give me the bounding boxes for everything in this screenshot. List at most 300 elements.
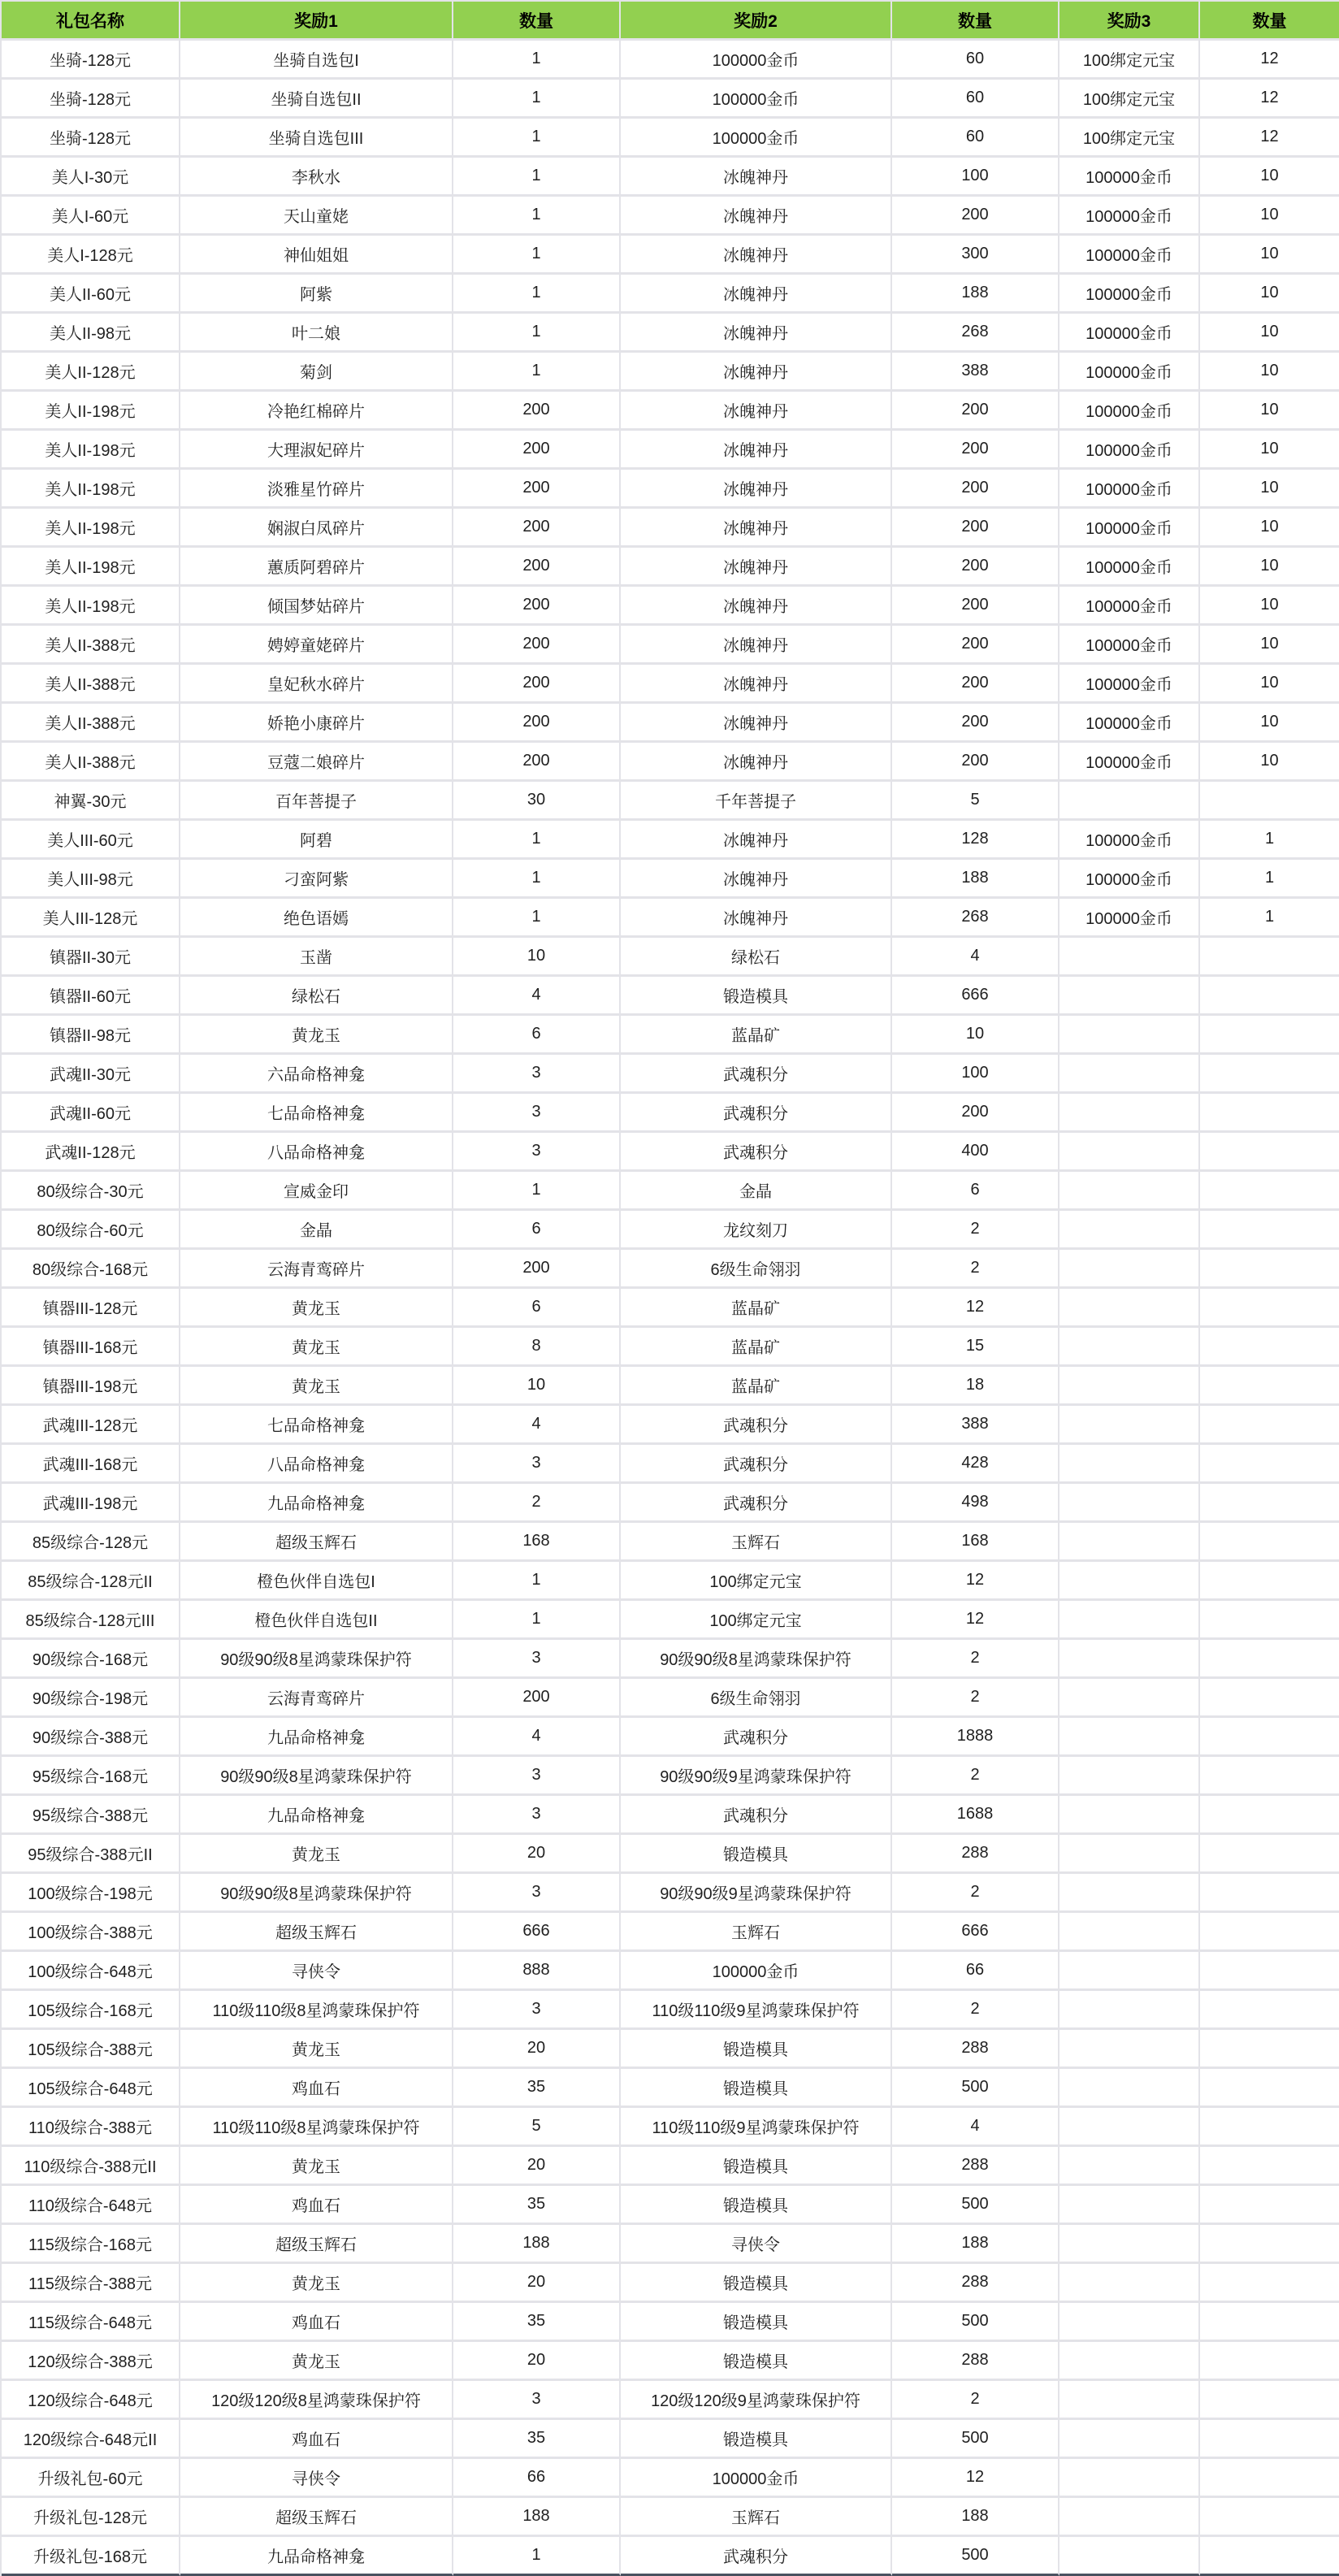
- cell: 冰魄神丹: [621, 392, 892, 431]
- table-row: [2, 821, 1339, 860]
- cell: 110级综合-388元II: [2, 2147, 180, 2186]
- cell: 美人I-30元: [2, 158, 180, 197]
- cell: 神翼-30元: [2, 782, 180, 821]
- cell: 冰魄神丹: [621, 275, 892, 314]
- cell: 288: [892, 1835, 1060, 1874]
- cell: 蓝晶矿: [621, 1328, 892, 1367]
- cell: [1060, 1757, 1200, 1796]
- cell: 100级综合-648元: [2, 1952, 180, 1991]
- cell: 寻侠令: [621, 2225, 892, 2264]
- cell: [1060, 2186, 1200, 2225]
- cell: 10: [1200, 275, 1339, 314]
- cell: 武魂II-60元: [2, 1094, 180, 1133]
- cell: 10: [1200, 236, 1339, 275]
- column-header-reward2: 奖励2: [621, 2, 892, 41]
- cell: 20: [453, 2342, 621, 2381]
- cell: 188: [892, 275, 1060, 314]
- cell: 锻造模具: [621, 1835, 892, 1874]
- cell: 100000金币: [1060, 899, 1200, 938]
- cell: [1200, 2030, 1339, 2069]
- cell: 锻造模具: [621, 2420, 892, 2459]
- cell: [1200, 1952, 1339, 1991]
- cell: 100000金币: [1060, 470, 1200, 509]
- table-row: [2, 353, 1339, 392]
- cell: 200: [453, 704, 621, 743]
- cell: [1060, 977, 1200, 1016]
- cell: 12: [1200, 41, 1339, 80]
- cell: 120级综合-648元: [2, 2381, 180, 2420]
- cell: 1: [453, 2537, 621, 2576]
- cell: 1: [1200, 899, 1339, 938]
- header-row: [2, 2, 1339, 41]
- cell: [1060, 782, 1200, 821]
- cell: 200: [892, 197, 1060, 236]
- cell: [1200, 1016, 1339, 1055]
- cell: [1200, 1991, 1339, 2030]
- cell: 200: [453, 587, 621, 626]
- cell: 200: [892, 392, 1060, 431]
- cell: [1060, 1679, 1200, 1718]
- cell: 坐骑-128元: [2, 41, 180, 80]
- cell: 6: [453, 1016, 621, 1055]
- cell: 10: [1200, 743, 1339, 782]
- cell: 200: [892, 743, 1060, 782]
- cell: 12: [892, 1562, 1060, 1601]
- cell: [1060, 2342, 1200, 2381]
- cell: 100000金币: [621, 1952, 892, 1991]
- cell: 1: [453, 41, 621, 80]
- cell: 2: [892, 1991, 1060, 2030]
- cell: 200: [892, 587, 1060, 626]
- cell: 1: [1200, 821, 1339, 860]
- cell: 冷艳红棉碎片: [180, 392, 453, 431]
- cell: 2: [453, 1484, 621, 1523]
- cell: 镇器III-128元: [2, 1289, 180, 1328]
- cell: 坐骑自选包II: [180, 80, 453, 119]
- cell: 100: [892, 1055, 1060, 1094]
- table-row: [2, 2069, 1339, 2108]
- cell: 美人II-98元: [2, 314, 180, 353]
- cell: 200: [453, 626, 621, 665]
- cell: 200: [453, 665, 621, 704]
- cell: [1200, 1133, 1339, 1172]
- cell: 1: [453, 80, 621, 119]
- cell: 100000金币: [621, 2459, 892, 2498]
- cell: [1060, 1718, 1200, 1757]
- table-row: [2, 1406, 1339, 1445]
- cell: [1060, 2420, 1200, 2459]
- table-row: [2, 704, 1339, 743]
- table-row: [2, 1484, 1339, 1523]
- cell: 锻造模具: [621, 2186, 892, 2225]
- cell: 1: [453, 314, 621, 353]
- table-row: [2, 1835, 1339, 1874]
- cell: [1200, 1250, 1339, 1289]
- cell: 天山童姥: [180, 197, 453, 236]
- cell: 黄龙玉: [180, 1289, 453, 1328]
- table-row: [2, 1367, 1339, 1406]
- cell: 90级90级8星鸿蒙珠保护符: [621, 1640, 892, 1679]
- cell: 云海青鸾碎片: [180, 1250, 453, 1289]
- cell: 200: [892, 665, 1060, 704]
- table-row: [2, 1055, 1339, 1094]
- cell: 1888: [892, 1718, 1060, 1757]
- cell: 冰魄神丹: [621, 704, 892, 743]
- cell: 100000金币: [1060, 392, 1200, 431]
- cell: 2: [892, 1757, 1060, 1796]
- cell: 95级综合-388元II: [2, 1835, 180, 1874]
- cell: 橙色伙伴自选包II: [180, 1601, 453, 1640]
- cell: 110级110级8星鸿蒙珠保护符: [180, 2108, 453, 2147]
- cell: 288: [892, 2147, 1060, 2186]
- cell: 666: [892, 1913, 1060, 1952]
- cell: 武魂积分: [621, 1445, 892, 1484]
- cell: 1: [453, 236, 621, 275]
- cell: 10: [1200, 158, 1339, 197]
- cell: 金晶: [621, 1172, 892, 1211]
- cell: 500: [892, 2537, 1060, 2576]
- cell: [1060, 1328, 1200, 1367]
- cell: 蕙质阿碧碎片: [180, 548, 453, 587]
- cell: 武魂II-30元: [2, 1055, 180, 1094]
- cell: 120级120级8星鸿蒙珠保护符: [180, 2381, 453, 2420]
- cell: 九品命格神龛: [180, 2537, 453, 2576]
- cell: 七品命格神龛: [180, 1406, 453, 1445]
- cell: 60: [892, 119, 1060, 158]
- cell: 12: [892, 1601, 1060, 1640]
- cell: 坐骑-128元: [2, 119, 180, 158]
- cell: 4: [453, 1718, 621, 1757]
- cell: [1200, 2459, 1339, 2498]
- table-row: [2, 1757, 1339, 1796]
- cell: 200: [892, 509, 1060, 548]
- cell: 冰魄神丹: [621, 860, 892, 899]
- cell: 100绑定元宝: [621, 1562, 892, 1601]
- cell: [1060, 2498, 1200, 2537]
- cell: 6: [453, 1211, 621, 1250]
- cell: [1200, 977, 1339, 1016]
- cell: 100绑定元宝: [621, 1601, 892, 1640]
- cell: 九品命格神龛: [180, 1718, 453, 1757]
- cell: [1060, 1874, 1200, 1913]
- cell: [1200, 1523, 1339, 1562]
- cell: 坐骑-128元: [2, 80, 180, 119]
- cell: 阿紫: [180, 275, 453, 314]
- table-row: [2, 470, 1339, 509]
- cell: 玉凿: [180, 938, 453, 977]
- table-row: [2, 236, 1339, 275]
- cell: 3: [453, 1055, 621, 1094]
- cell: 武魂积分: [621, 1055, 892, 1094]
- cell: 80级综合-168元: [2, 1250, 180, 1289]
- cell: 100000金币: [1060, 704, 1200, 743]
- cell: 200: [453, 1250, 621, 1289]
- cell: 鸡血石: [180, 2303, 453, 2342]
- cell: 115级综合-388元: [2, 2264, 180, 2303]
- cell: 200: [453, 470, 621, 509]
- cell: [1060, 2459, 1200, 2498]
- cell: 100: [892, 158, 1060, 197]
- table-row: [2, 1679, 1339, 1718]
- cell: 10: [1200, 470, 1339, 509]
- table-row: [2, 314, 1339, 353]
- column-header-package-name: 礼包名称: [2, 2, 180, 41]
- cell: 200: [453, 509, 621, 548]
- cell: 美人II-198元: [2, 431, 180, 470]
- cell: 锻造模具: [621, 977, 892, 1016]
- cell: [1200, 1094, 1339, 1133]
- cell: 美人I-60元: [2, 197, 180, 236]
- table-row: [2, 2420, 1339, 2459]
- table-row: [2, 1328, 1339, 1367]
- cell: 冰魄神丹: [621, 665, 892, 704]
- cell: [1060, 1601, 1200, 1640]
- cell: 100000金币: [621, 119, 892, 158]
- cell: 100000金币: [1060, 353, 1200, 392]
- cell: 6: [892, 1172, 1060, 1211]
- cell: 冰魄神丹: [621, 821, 892, 860]
- cell: 美人III-60元: [2, 821, 180, 860]
- cell: 镇器III-168元: [2, 1328, 180, 1367]
- cell: 500: [892, 2420, 1060, 2459]
- table-row: [2, 2498, 1339, 2537]
- cell: 20: [453, 2147, 621, 2186]
- cell: 黄龙玉: [180, 1328, 453, 1367]
- column-header-qty3: 数量: [1200, 2, 1339, 41]
- cell: [1200, 782, 1339, 821]
- cell: [1060, 1250, 1200, 1289]
- cell: 镇器III-198元: [2, 1367, 180, 1406]
- cell: 90级90级9星鸿蒙珠保护符: [621, 1757, 892, 1796]
- cell: [1200, 2537, 1339, 2576]
- cell: 388: [892, 353, 1060, 392]
- table-row: [2, 2459, 1339, 2498]
- cell: 400: [892, 1133, 1060, 1172]
- cell: 武魂III-198元: [2, 1484, 180, 1523]
- table-row: [2, 2264, 1339, 2303]
- cell: 倾国梦姑碎片: [180, 587, 453, 626]
- cell: 1: [453, 275, 621, 314]
- table-row: [2, 1016, 1339, 1055]
- cell: 锻造模具: [621, 2342, 892, 2381]
- cell: [1060, 1211, 1200, 1250]
- cell: 288: [892, 2342, 1060, 2381]
- cell: 100000金币: [1060, 548, 1200, 587]
- cell: 寻侠令: [180, 2459, 453, 2498]
- cell: 66: [892, 1952, 1060, 1991]
- cell: 美人II-388元: [2, 626, 180, 665]
- cell: 锻造模具: [621, 2069, 892, 2108]
- cell: 100000金币: [1060, 314, 1200, 353]
- cell: [1200, 2225, 1339, 2264]
- cell: [1060, 2225, 1200, 2264]
- cell: 武魂积分: [621, 2537, 892, 2576]
- cell: 冰魄神丹: [621, 626, 892, 665]
- cell: 超级玉辉石: [180, 2225, 453, 2264]
- table-row: [2, 1250, 1339, 1289]
- cell: [1060, 938, 1200, 977]
- cell: 美人II-198元: [2, 548, 180, 587]
- cell: [1200, 1601, 1339, 1640]
- cell: 10: [1200, 392, 1339, 431]
- table-row: [2, 392, 1339, 431]
- cell: 冰魄神丹: [621, 509, 892, 548]
- table-row: [2, 1133, 1339, 1172]
- table-row: [2, 2030, 1339, 2069]
- cell: 黄龙玉: [180, 2147, 453, 2186]
- cell: 3: [453, 1796, 621, 1835]
- cell: 100000金币: [1060, 197, 1200, 236]
- table-row: [2, 665, 1339, 704]
- cell: [1200, 2342, 1339, 2381]
- cell: [1060, 1484, 1200, 1523]
- cell: 128: [892, 821, 1060, 860]
- cell: 10: [1200, 626, 1339, 665]
- cell: 268: [892, 314, 1060, 353]
- cell: 120级综合-388元: [2, 2342, 180, 2381]
- cell: 35: [453, 2303, 621, 2342]
- table-row: [2, 2186, 1339, 2225]
- cell: 10: [1200, 197, 1339, 236]
- cell: 268: [892, 899, 1060, 938]
- cell: 武魂III-168元: [2, 1445, 180, 1484]
- cell: 百年菩提子: [180, 782, 453, 821]
- cell: 90级90级9星鸿蒙珠保护符: [621, 1874, 892, 1913]
- cell: 10: [1200, 548, 1339, 587]
- cell: 美人III-128元: [2, 899, 180, 938]
- cell: [1060, 1367, 1200, 1406]
- cell: 8: [453, 1328, 621, 1367]
- cell: 10: [1200, 314, 1339, 353]
- cell: 105级综合-388元: [2, 2030, 180, 2069]
- cell: 888: [453, 1952, 621, 1991]
- cell: 105级综合-648元: [2, 2069, 180, 2108]
- cell: 200: [453, 392, 621, 431]
- cell: 110级110级9星鸿蒙珠保护符: [621, 1991, 892, 2030]
- cell: 镇器II-60元: [2, 977, 180, 1016]
- cell: 菊剑: [180, 353, 453, 392]
- cell: [1200, 1913, 1339, 1952]
- cell: 200: [892, 704, 1060, 743]
- table-row: [2, 1718, 1339, 1757]
- cell: 美人II-388元: [2, 704, 180, 743]
- cell: 100000金币: [1060, 236, 1200, 275]
- cell: 锻造模具: [621, 2303, 892, 2342]
- cell: 110级综合-648元: [2, 2186, 180, 2225]
- cell: 3: [453, 2381, 621, 2420]
- cell: 200: [892, 1094, 1060, 1133]
- cell: 12: [1200, 80, 1339, 119]
- cell: 35: [453, 2420, 621, 2459]
- cell: 100000金币: [1060, 158, 1200, 197]
- cell: 1688: [892, 1796, 1060, 1835]
- cell: 武魂积分: [621, 1406, 892, 1445]
- cell: 188: [453, 2225, 621, 2264]
- cell: 120级120级9星鸿蒙珠保护符: [621, 2381, 892, 2420]
- cell: 666: [453, 1913, 621, 1952]
- cell: 4: [892, 938, 1060, 977]
- cell: 200: [892, 626, 1060, 665]
- cell: 188: [892, 860, 1060, 899]
- cell: [1200, 1289, 1339, 1328]
- cell: [1060, 2030, 1200, 2069]
- cell: [1060, 1523, 1200, 1562]
- cell: 武魂III-128元: [2, 1406, 180, 1445]
- cell: 18: [892, 1367, 1060, 1406]
- cell: [1200, 2069, 1339, 2108]
- cell: 90级综合-198元: [2, 1679, 180, 1718]
- cell: 20: [453, 2264, 621, 2303]
- cell: 90级90级8星鸿蒙珠保护符: [180, 1874, 453, 1913]
- cell: 冰魄神丹: [621, 197, 892, 236]
- cell: [1200, 1718, 1339, 1757]
- cell: 1: [453, 1172, 621, 1211]
- cell: 100000金币: [1060, 587, 1200, 626]
- cell: 500: [892, 2069, 1060, 2108]
- cell: [1060, 1406, 1200, 1445]
- cell: 美人II-198元: [2, 470, 180, 509]
- cell: 冰魄神丹: [621, 548, 892, 587]
- cell: 95级综合-168元: [2, 1757, 180, 1796]
- cell: 666: [892, 977, 1060, 1016]
- cell: 坐骑自选包I: [180, 41, 453, 80]
- cell: 80级综合-30元: [2, 1172, 180, 1211]
- cell: 200: [453, 548, 621, 587]
- cell: 200: [453, 743, 621, 782]
- cell: 淡雅星竹碎片: [180, 470, 453, 509]
- cell: 武魂积分: [621, 1718, 892, 1757]
- cell: 锻造模具: [621, 2030, 892, 2069]
- cell: 110级110级9星鸿蒙珠保护符: [621, 2108, 892, 2147]
- cell: 428: [892, 1445, 1060, 1484]
- cell: [1200, 1055, 1339, 1094]
- cell: 鸡血石: [180, 2069, 453, 2108]
- table-row: [2, 275, 1339, 314]
- cell: 美人II-388元: [2, 743, 180, 782]
- cell: [1200, 2498, 1339, 2537]
- cell: 388: [892, 1406, 1060, 1445]
- cell: 黄龙玉: [180, 1367, 453, 1406]
- cell: 10: [1200, 509, 1339, 548]
- cell: 10: [1200, 431, 1339, 470]
- cell: 10: [453, 1367, 621, 1406]
- table-row: [2, 899, 1339, 938]
- cell: 80级综合-60元: [2, 1211, 180, 1250]
- cell: [1060, 2303, 1200, 2342]
- cell: 九品命格神龛: [180, 1796, 453, 1835]
- cell: 冰魄神丹: [621, 314, 892, 353]
- table-row: [2, 41, 1339, 80]
- cell: 超级玉辉石: [180, 1913, 453, 1952]
- cell: 3: [453, 1991, 621, 2030]
- cell: 叶二娘: [180, 314, 453, 353]
- cell: 100000金币: [1060, 431, 1200, 470]
- cell: 35: [453, 2069, 621, 2108]
- table-row: [2, 2537, 1339, 2576]
- cell: 冰魄神丹: [621, 353, 892, 392]
- table-body: [2, 41, 1339, 2576]
- cell: 100000金币: [1060, 626, 1200, 665]
- cell: 玉辉石: [621, 2498, 892, 2537]
- table-row: [2, 1289, 1339, 1328]
- cell: 288: [892, 2030, 1060, 2069]
- cell: 288: [892, 2264, 1060, 2303]
- cell: 黄龙玉: [180, 2264, 453, 2303]
- cell: 100000金币: [621, 41, 892, 80]
- cell: 10: [892, 1016, 1060, 1055]
- cell: 八品命格神龛: [180, 1133, 453, 1172]
- cell: 2: [892, 1874, 1060, 1913]
